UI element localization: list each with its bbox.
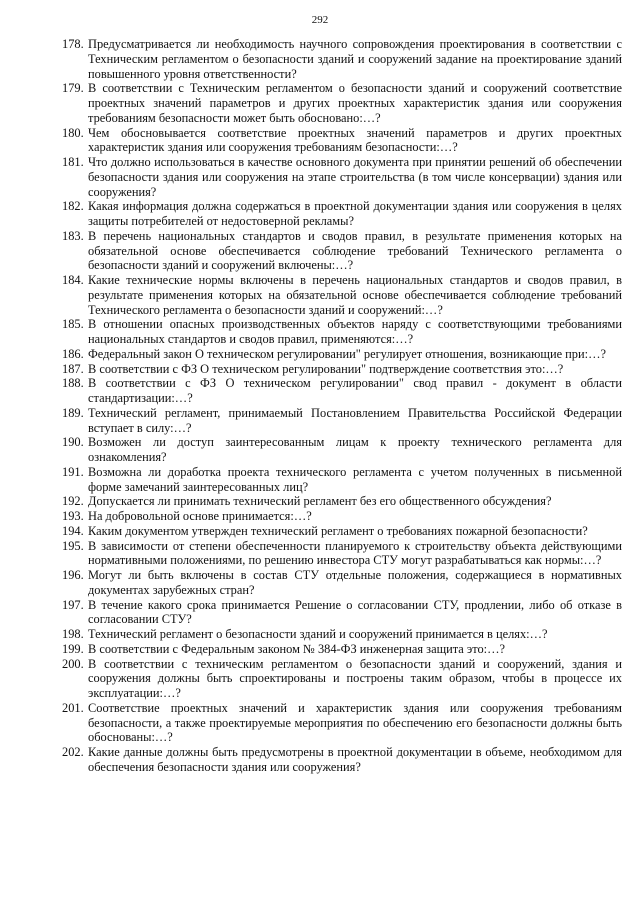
question-number: 180. xyxy=(62,125,84,140)
question-item xyxy=(62,347,622,362)
question-list xyxy=(62,37,622,775)
question-number: 194. xyxy=(62,523,84,538)
question-text: Допускается ли принимать технический регламент без его общественного обсуждения? xyxy=(88,494,552,509)
question-number: 202. xyxy=(62,745,84,759)
question-item xyxy=(62,362,622,377)
question-number: 199. xyxy=(62,641,84,656)
question-text: Технический регламент, принимаемый Постановлением Правительства Российской Федерации вступает в силу:…? xyxy=(88,405,622,435)
question-number: 185. xyxy=(62,317,84,332)
question-text: В соответствии с ФЗ О техническом регулировании" свод правил - документ в области стандартизации:…? xyxy=(88,376,622,405)
question-number: 191. xyxy=(62,464,84,479)
question-item xyxy=(62,406,622,436)
question-item xyxy=(62,627,622,642)
question-number: 201. xyxy=(62,700,84,715)
question-text: В соответствии с Федеральным законом № 384-ФЗ инженерная защита это:…? xyxy=(88,641,506,656)
question-item xyxy=(62,539,622,569)
question-text: Могут ли быть включены в состав СТУ отдельные положения, содержащиеся в нормативных документах зарубежных стран? xyxy=(88,568,622,597)
question-number: 195. xyxy=(62,538,84,553)
question-number: 179. xyxy=(62,81,84,96)
question-text: Федеральный закон О техническом регулировании" регулирует отношения, возникающие при:…? xyxy=(88,346,606,361)
question-number: 193. xyxy=(62,509,84,523)
question-number: 198. xyxy=(62,627,84,641)
question-text: Предусматривается ли необходимость научного сопровождения проектирования в соответствии с Техническим регламентом о безопасности зданий и сооружений задание на проектирование зданий повышенного уровня ответственности? xyxy=(88,37,622,81)
question-item xyxy=(62,229,622,273)
question-text: Каким документом утвержден технический регламент о требованиях пожарной безопасности? xyxy=(88,523,588,538)
question-item xyxy=(62,317,622,347)
question-number: 178. xyxy=(62,37,84,51)
question-item xyxy=(62,273,622,317)
question-item xyxy=(62,509,622,524)
question-item xyxy=(62,435,622,465)
question-text: Какие технические нормы включены в перечень национальных стандартов и сводов правил, в результате применения которых на обязательной основе обеспечивается соблюдение требований Технического регламента о безопасности зданий и сооружений:…? xyxy=(88,273,622,317)
question-item xyxy=(62,598,622,628)
question-item xyxy=(62,155,622,199)
question-item xyxy=(62,81,622,125)
question-text: В зависимости от степени обеспеченности планируемого к строительству объекта действующими нормативными положениями, по решению инвестора СТУ могут разрабатываться как нормы:…? xyxy=(88,538,622,568)
question-item xyxy=(62,494,622,509)
question-number: 181. xyxy=(62,155,84,169)
question-item xyxy=(62,199,622,229)
question-text: В отношении опасных производственных объектов наряду с соответствующими требованиями национальных стандартов и сводов правил, применяются:…? xyxy=(88,317,622,346)
question-number: 196. xyxy=(62,568,84,582)
question-number: 197. xyxy=(62,597,84,612)
question-item xyxy=(62,524,622,539)
question-item xyxy=(62,37,622,81)
question-number: 182. xyxy=(62,199,84,214)
question-number: 189. xyxy=(62,405,84,420)
question-text: В соответствии с Техническим регламентом о безопасности зданий и сооружений соответствие проектных значений параметров и других проектных характеристик здания или сооружения требованиям безопасности может быть обосновано:…? xyxy=(88,81,622,125)
question-number: 192. xyxy=(62,494,84,509)
question-text: Возможен ли доступ заинтересованным лицам к проекту технического регламента для ознакомления? xyxy=(88,435,622,464)
question-item xyxy=(62,701,622,745)
question-text: В течение какого срока принимается Решение о согласовании СТУ, продлении, либо об отказе в согласовании СТУ? xyxy=(88,597,622,627)
question-text: Возможна ли доработка проекта технического регламента с учетом полученных в письменной форме замечаний заинтересованных лиц? xyxy=(88,464,622,494)
question-item xyxy=(62,376,622,406)
question-number: 200. xyxy=(62,656,84,671)
question-item xyxy=(62,657,622,701)
question-text: В перечень национальных стандартов и сводов правил, в результате применения которых на обязательной основе обеспечивается соблюдение требований Технического регламента о безопасности зданий и сооружений включены:…? xyxy=(88,228,622,273)
question-item xyxy=(62,126,622,156)
question-item xyxy=(62,745,622,775)
question-text: В соответствии с техническим регламентом о безопасности зданий и сооружений, здания и сооружения должны быть спроектированы и построены таким образом, чтобы в процессе их эксплуатации:…? xyxy=(88,656,622,700)
question-text: Технический регламент о безопасности зданий и сооружений принимается в целях:…? xyxy=(88,627,548,641)
question-number: 183. xyxy=(62,228,84,243)
question-text: Какие данные должны быть предусмотрены в проектной документации в объеме, необходимом для обеспечения безопасности здания или сооружения? xyxy=(88,745,622,774)
question-item xyxy=(62,642,622,657)
question-text: Чем обосновывается соответствие проектных значений параметров и других проектных характеристик здания или сооружения требованиям безопасности:…? xyxy=(88,125,622,155)
page-number: 292 xyxy=(311,14,329,26)
question-text: Что должно использоваться в качестве основного документа при принятии решений об обеспечении безопасности здания или сооружения на этапе строительства (в том числе консервации) здания или сооружения? xyxy=(88,155,622,199)
question-number: 184. xyxy=(62,273,84,287)
question-item xyxy=(62,465,622,495)
question-number: 186. xyxy=(62,346,84,361)
question-text: Соответствие проектных значений и характеристик здания или сооружения требованиям безопасности, а также проектируемые мероприятия по обеспечению его безопасности должны быть обоснованы:…? xyxy=(88,700,622,745)
question-text: Какая информация должна содержаться в проектной документации здания или сооружения в целях защиты потребителей от недостоверной рекламы? xyxy=(88,199,622,228)
question-item xyxy=(62,568,622,598)
question-number: 190. xyxy=(62,435,84,450)
question-number: 187. xyxy=(62,361,84,376)
question-text: В соответствии с ФЗ О техническом регулировании" подтверждение соответствия это:…? xyxy=(88,361,564,376)
question-text: На добровольной основе принимается:…? xyxy=(88,509,312,523)
question-number: 188. xyxy=(62,376,84,391)
